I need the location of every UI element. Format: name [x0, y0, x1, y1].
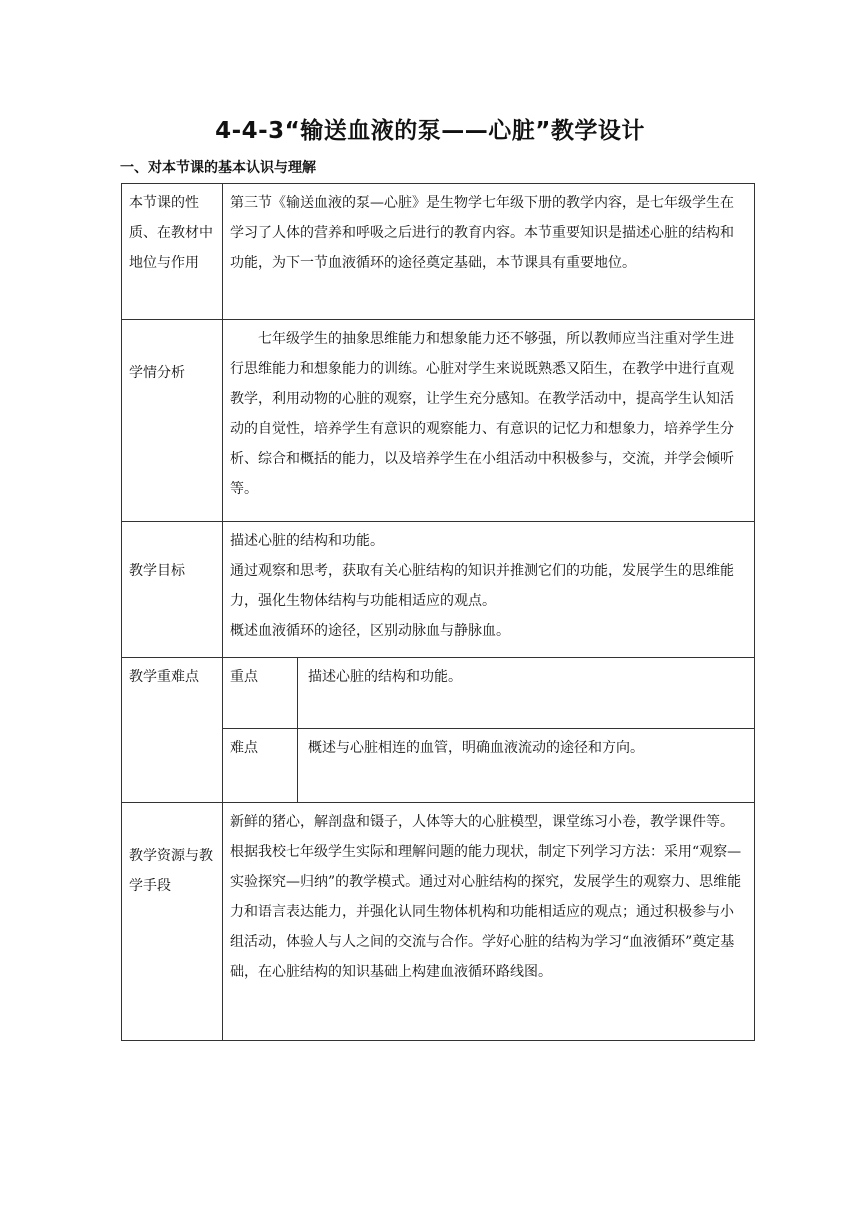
document-title: 4-4-3“输送血液的泵——心脏”教学设计 [215, 118, 645, 144]
row-text-position [223, 184, 755, 320]
difficulty-label: 难点 [223, 728, 298, 802]
row-label-resources: 教学资源与教学手段 [129, 848, 213, 894]
goal-item: 通过观察和思考，获取有关心脏结构的知识并推测它们的功能，发展学生的思维能力，强化生物体结构与功能相适应的观点。 [230, 563, 734, 609]
position-text: 第三节《输送血液的泵—心脏》是生物学七年级下册的教学内容，是七年级学生在学习了人体的营养和呼吸之后进行的教育内容。本节重要知识是描述心脏的结构和功能，为下一节血液循环的途径奠定基础，本节课具有重要地位。 [230, 195, 734, 271]
row-text-goals [223, 522, 755, 658]
difficulty-text: 概述与心脏相连的血管，明确血液流动的途径和方向。 [308, 739, 644, 756]
row-label-position: 本节课的性质、在教材中地位与作用 [122, 184, 223, 320]
row-text-resources [223, 803, 755, 1041]
row-label-key-points: 教学重难点 [122, 658, 223, 803]
table-row [122, 803, 755, 1041]
row-label-goals: 教学目标 [129, 563, 185, 579]
focus-label: 重点 [223, 658, 298, 728]
table-row [122, 184, 755, 320]
row-label-analysis: 学情分析 [129, 365, 185, 381]
row-text-analysis [223, 320, 755, 522]
key-point-row-focus [223, 658, 754, 728]
table-row [122, 522, 755, 658]
analysis-text: 七年级学生的抽象思维能力和想象能力还不够强，所以教师应当注重对学生进行思维能力和想象能力的训练。心脏对学生来说既熟悉又陌生，在教学中进行直观教学，利用动物的心脏的观察，让学生充分感知。在教学活动中，提高学生认知活动的自觉性，培养学生有意识的观察能力、有意识的记忆力和想象力，培养学生分析、综合和概括的能力，以及培养学生在小组活动中积极参与，交流，并学会倾听等。 [230, 331, 734, 497]
table-row [122, 320, 755, 522]
key-points-cell [223, 658, 755, 803]
key-point-row-difficulty [223, 728, 754, 802]
table-row [122, 658, 755, 803]
resources-text: 新鲜的猪心，解剖盘和镊子，人体等大的心脏模型，课堂练习小卷，教学课件等。根据我校七年级学生实际和理解问题的能力现状，制定下列学习方法：采用“观察—实验探究—归纳”的教学模式。通过对心脏结构的探究，发展学生的观察力、思维能力和语言表达能力，并强化认同生物体机构和功能相适应的观点；通过积极参与小组活动，体验人与人之间的交流与合作。学好心脏的结构为学习“血液循环”奠定基础，在心脏结构的知识基础上构建血液循环路线图。 [230, 814, 742, 980]
focus-text: 描述心脏的结构和功能。 [298, 658, 755, 728]
goal-item: 概述血液循环的途径，区别动脉血与静脉血。 [230, 623, 510, 639]
lesson-plan-table [121, 183, 755, 1041]
key-points-table [223, 658, 754, 802]
section-heading: 一、对本节课的基本认识与理解 [120, 160, 316, 176]
goal-item: 描述心脏的结构和功能。 [230, 533, 384, 549]
